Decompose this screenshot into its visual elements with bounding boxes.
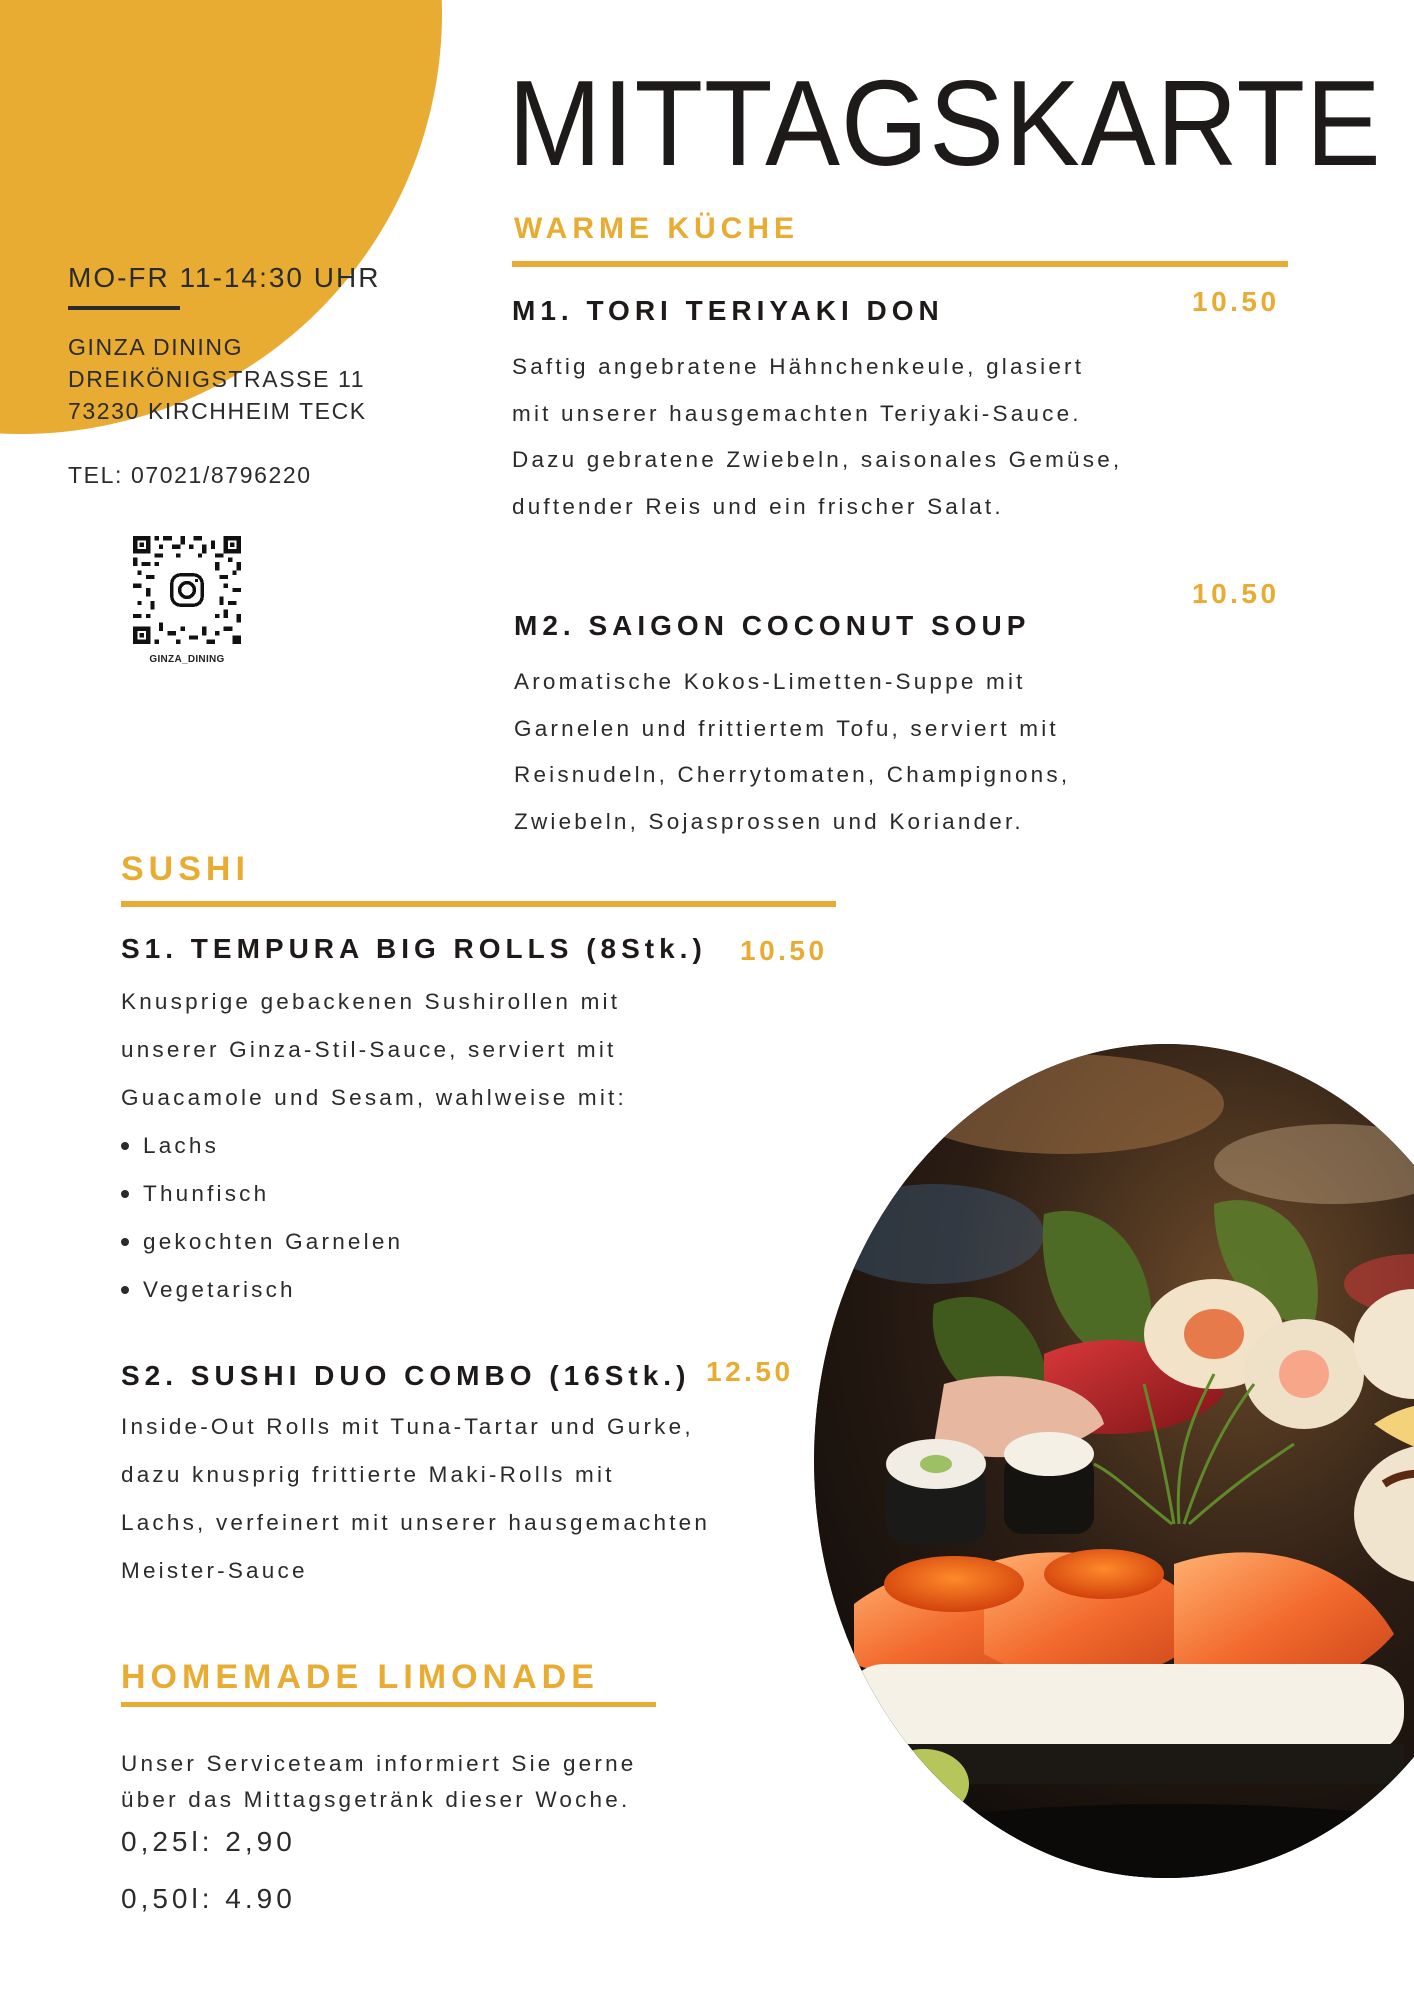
description-line: duftender Reis und ein frischer Salat.: [512, 493, 1004, 519]
opening-hours: MO-FR 11-14:30 UHR: [68, 262, 381, 293]
dish-price-s1: 10.50: [740, 935, 828, 966]
option-item: Thunfisch: [109, 1170, 627, 1218]
dish-price-m2: 10.50: [1192, 578, 1280, 609]
description-line: Garnelen und frittiertem Tofu, serviert mit: [514, 715, 1059, 741]
dish-name-m1: M1. TORI TERIYAKI DON: [512, 295, 944, 326]
description-line: Meister-Sauce: [121, 1558, 308, 1583]
price-small: 0,25l: 2,90: [121, 1826, 296, 1857]
description-line: Knusprige gebackenen Sushirollen mit: [121, 989, 621, 1014]
dish-price-m1: 10.50: [1192, 286, 1280, 317]
address-city: 73230 KIRCHHEIM TECK: [68, 398, 367, 424]
page-title: MITTAGSKARTE: [508, 55, 1382, 191]
description-line: dazu knusprig frittierte Maki-Rolls mit: [121, 1462, 615, 1487]
dish-price-s2: 12.50: [706, 1356, 794, 1387]
section-rule-limonade: [121, 1702, 656, 1707]
dish-description-m2: [514, 659, 1070, 845]
qr-label: GINZA_DINING: [149, 654, 225, 665]
description-line: Unser Serviceteam informiert Sie gerne: [121, 1751, 637, 1776]
section-heading-warm: WARME KÜCHE: [514, 212, 799, 245]
option-item: Lachs: [109, 1122, 627, 1170]
section-heading-sushi: SUSHI: [121, 850, 250, 888]
description-line: Dazu gebratene Zwiebeln, saisonales Gemüse,: [512, 447, 1123, 472]
bullet-icon: [121, 1142, 129, 1150]
option-item: gekochten Garnelen: [109, 1218, 627, 1266]
description-line: Lachs, verfeinert mit unserer hausgemachten: [121, 1510, 711, 1535]
dish-description-m1: [512, 344, 1122, 530]
dish-description-s2: [121, 1403, 710, 1595]
description-line: Aromatische Kokos-Limetten-Suppe mit: [514, 669, 1026, 694]
section-rule-warm: [512, 261, 1288, 267]
dish-name-s1: S1. TEMPURA BIG ROLLS (8Stk.): [121, 933, 707, 964]
price-large: 0,50l: 4.90: [121, 1883, 296, 1914]
bullet-icon: [121, 1238, 129, 1246]
description-line: unserer Ginza-Stil-Sauce, serviert mit: [121, 1037, 617, 1062]
section-rule-sushi: [121, 901, 836, 907]
bullet-icon: [121, 1286, 129, 1294]
limonade-description: [121, 1746, 637, 1818]
description-line: Guacamole und Sesam, wahlweise mit:: [121, 1085, 627, 1110]
sushi-platter-illustration: [814, 1044, 1414, 1878]
option-item: Vegetarisch: [109, 1266, 627, 1314]
divider: [68, 306, 180, 310]
description-line: Zwiebeln, Sojasprossen und Koriander.: [514, 808, 1024, 834]
bullet-icon: [121, 1190, 129, 1198]
dish-name-m2: M2. SAIGON COCONUT SOUP: [514, 610, 1031, 641]
description-line: Inside-Out Rolls mit Tuna-Tartar und Gurke,: [121, 1414, 694, 1439]
section-heading-limonade: HOMEMADE LIMONADE: [121, 1658, 599, 1696]
restaurant-name: GINZA DINING: [68, 334, 244, 360]
description-line: über das Mittagsgetränk dieser Woche.: [121, 1787, 631, 1812]
qr-code-icon: [133, 536, 241, 644]
phone-number: TEL: 07021/8796220: [68, 462, 312, 488]
description-line: mit unserer hausgemachten Teriyaki-Sauce.: [512, 400, 1082, 426]
dish-name-s2: S2. SUSHI DUO COMBO (16Stk.): [121, 1360, 691, 1391]
address-street: DREIKÖNIGSTRASSE 11: [68, 366, 366, 392]
instagram-qr-code[interactable]: [122, 526, 252, 676]
description-line: Saftig angebratene Hähnchenkeule, glasiert: [512, 354, 1085, 379]
description-line: Reisnudeln, Cherrytomaten, Champignons,: [514, 762, 1071, 787]
dish-description-s1: [121, 978, 627, 1314]
sushi-platter-photo: [814, 1044, 1414, 1878]
